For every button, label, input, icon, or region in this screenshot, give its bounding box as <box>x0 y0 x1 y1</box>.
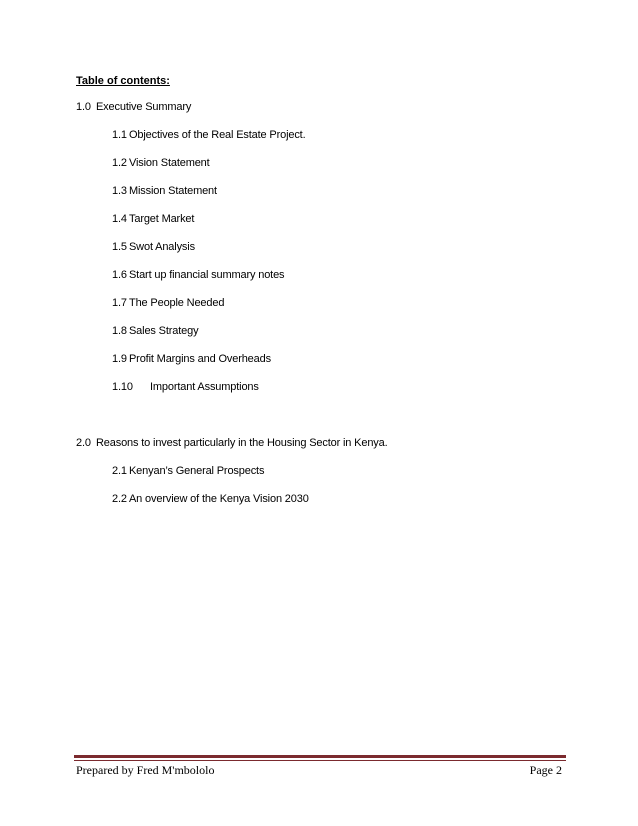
toc-item-number: 2.2 <box>112 493 127 505</box>
toc-item-label: Kenyan’s General Prospects <box>129 465 265 477</box>
toc-item-label: Vision Statement <box>129 157 210 169</box>
toc-item-number: 2.1 <box>112 465 127 477</box>
toc-item-1-1 <box>112 129 306 141</box>
toc-item-label: Swot Analysis <box>129 241 195 253</box>
toc-item-number: 1.5 <box>112 241 127 253</box>
toc-section-label: Reasons to invest particularly in the Housing Sector in Kenya. <box>96 437 388 449</box>
toc-item-number: 1.4 <box>112 213 127 225</box>
footer-page-number: Page 2 <box>529 763 562 777</box>
toc-item-1-9 <box>112 353 271 365</box>
toc-item-number: 1.6 <box>112 269 127 281</box>
toc-item-2-2 <box>112 493 309 505</box>
toc-item-label: An overview of the Kenya Vision 2030 <box>129 493 309 505</box>
toc-item-number: 1.7 <box>112 297 127 309</box>
toc-item-1-6 <box>112 269 284 281</box>
toc-item-label: Sales Strategy <box>129 325 199 337</box>
toc-item-2-1 <box>112 465 264 477</box>
footer-rule-thin <box>74 760 566 761</box>
toc-section-number: 1.0 <box>76 101 91 113</box>
toc-item-1-7 <box>112 297 224 309</box>
toc-item-number: 1.3 <box>112 185 127 197</box>
toc-item-1-3 <box>112 185 217 197</box>
toc-item-label: Important Assumptions <box>150 381 259 393</box>
toc-item-1-8 <box>112 325 198 337</box>
toc-title: Table of contents: <box>76 75 170 87</box>
toc-item-1-10 <box>112 381 259 393</box>
footer-rule-thick <box>74 755 566 758</box>
toc-item-label: Mission Statement <box>129 185 217 197</box>
toc-item-1-5 <box>112 241 195 253</box>
toc-item-label: The People Needed <box>129 297 225 309</box>
toc-item-label: Objectives of the Real Estate Project. <box>129 129 306 141</box>
toc-item-number: 1.1 <box>112 129 127 141</box>
toc-item-1-4 <box>112 213 194 225</box>
toc-item-label: Profit Margins and Overheads <box>129 353 271 365</box>
footer-author: Prepared by Fred M'mbololo <box>76 763 215 777</box>
toc-section-number: 2.0 <box>76 437 91 449</box>
toc-section-label: Executive Summary <box>96 101 192 113</box>
toc-item-number: 1.9 <box>112 353 127 365</box>
toc-section-1 <box>76 101 191 113</box>
toc-item-number: 1.8 <box>112 325 127 337</box>
toc-item-label: Target Market <box>129 213 195 225</box>
toc-item-1-2 <box>112 157 210 169</box>
toc-section-2 <box>76 437 388 449</box>
toc-item-number: 1.2 <box>112 157 127 169</box>
toc-item-label: Start up financial summary notes <box>129 269 285 281</box>
toc-item-number: 1.10 <box>112 381 133 393</box>
